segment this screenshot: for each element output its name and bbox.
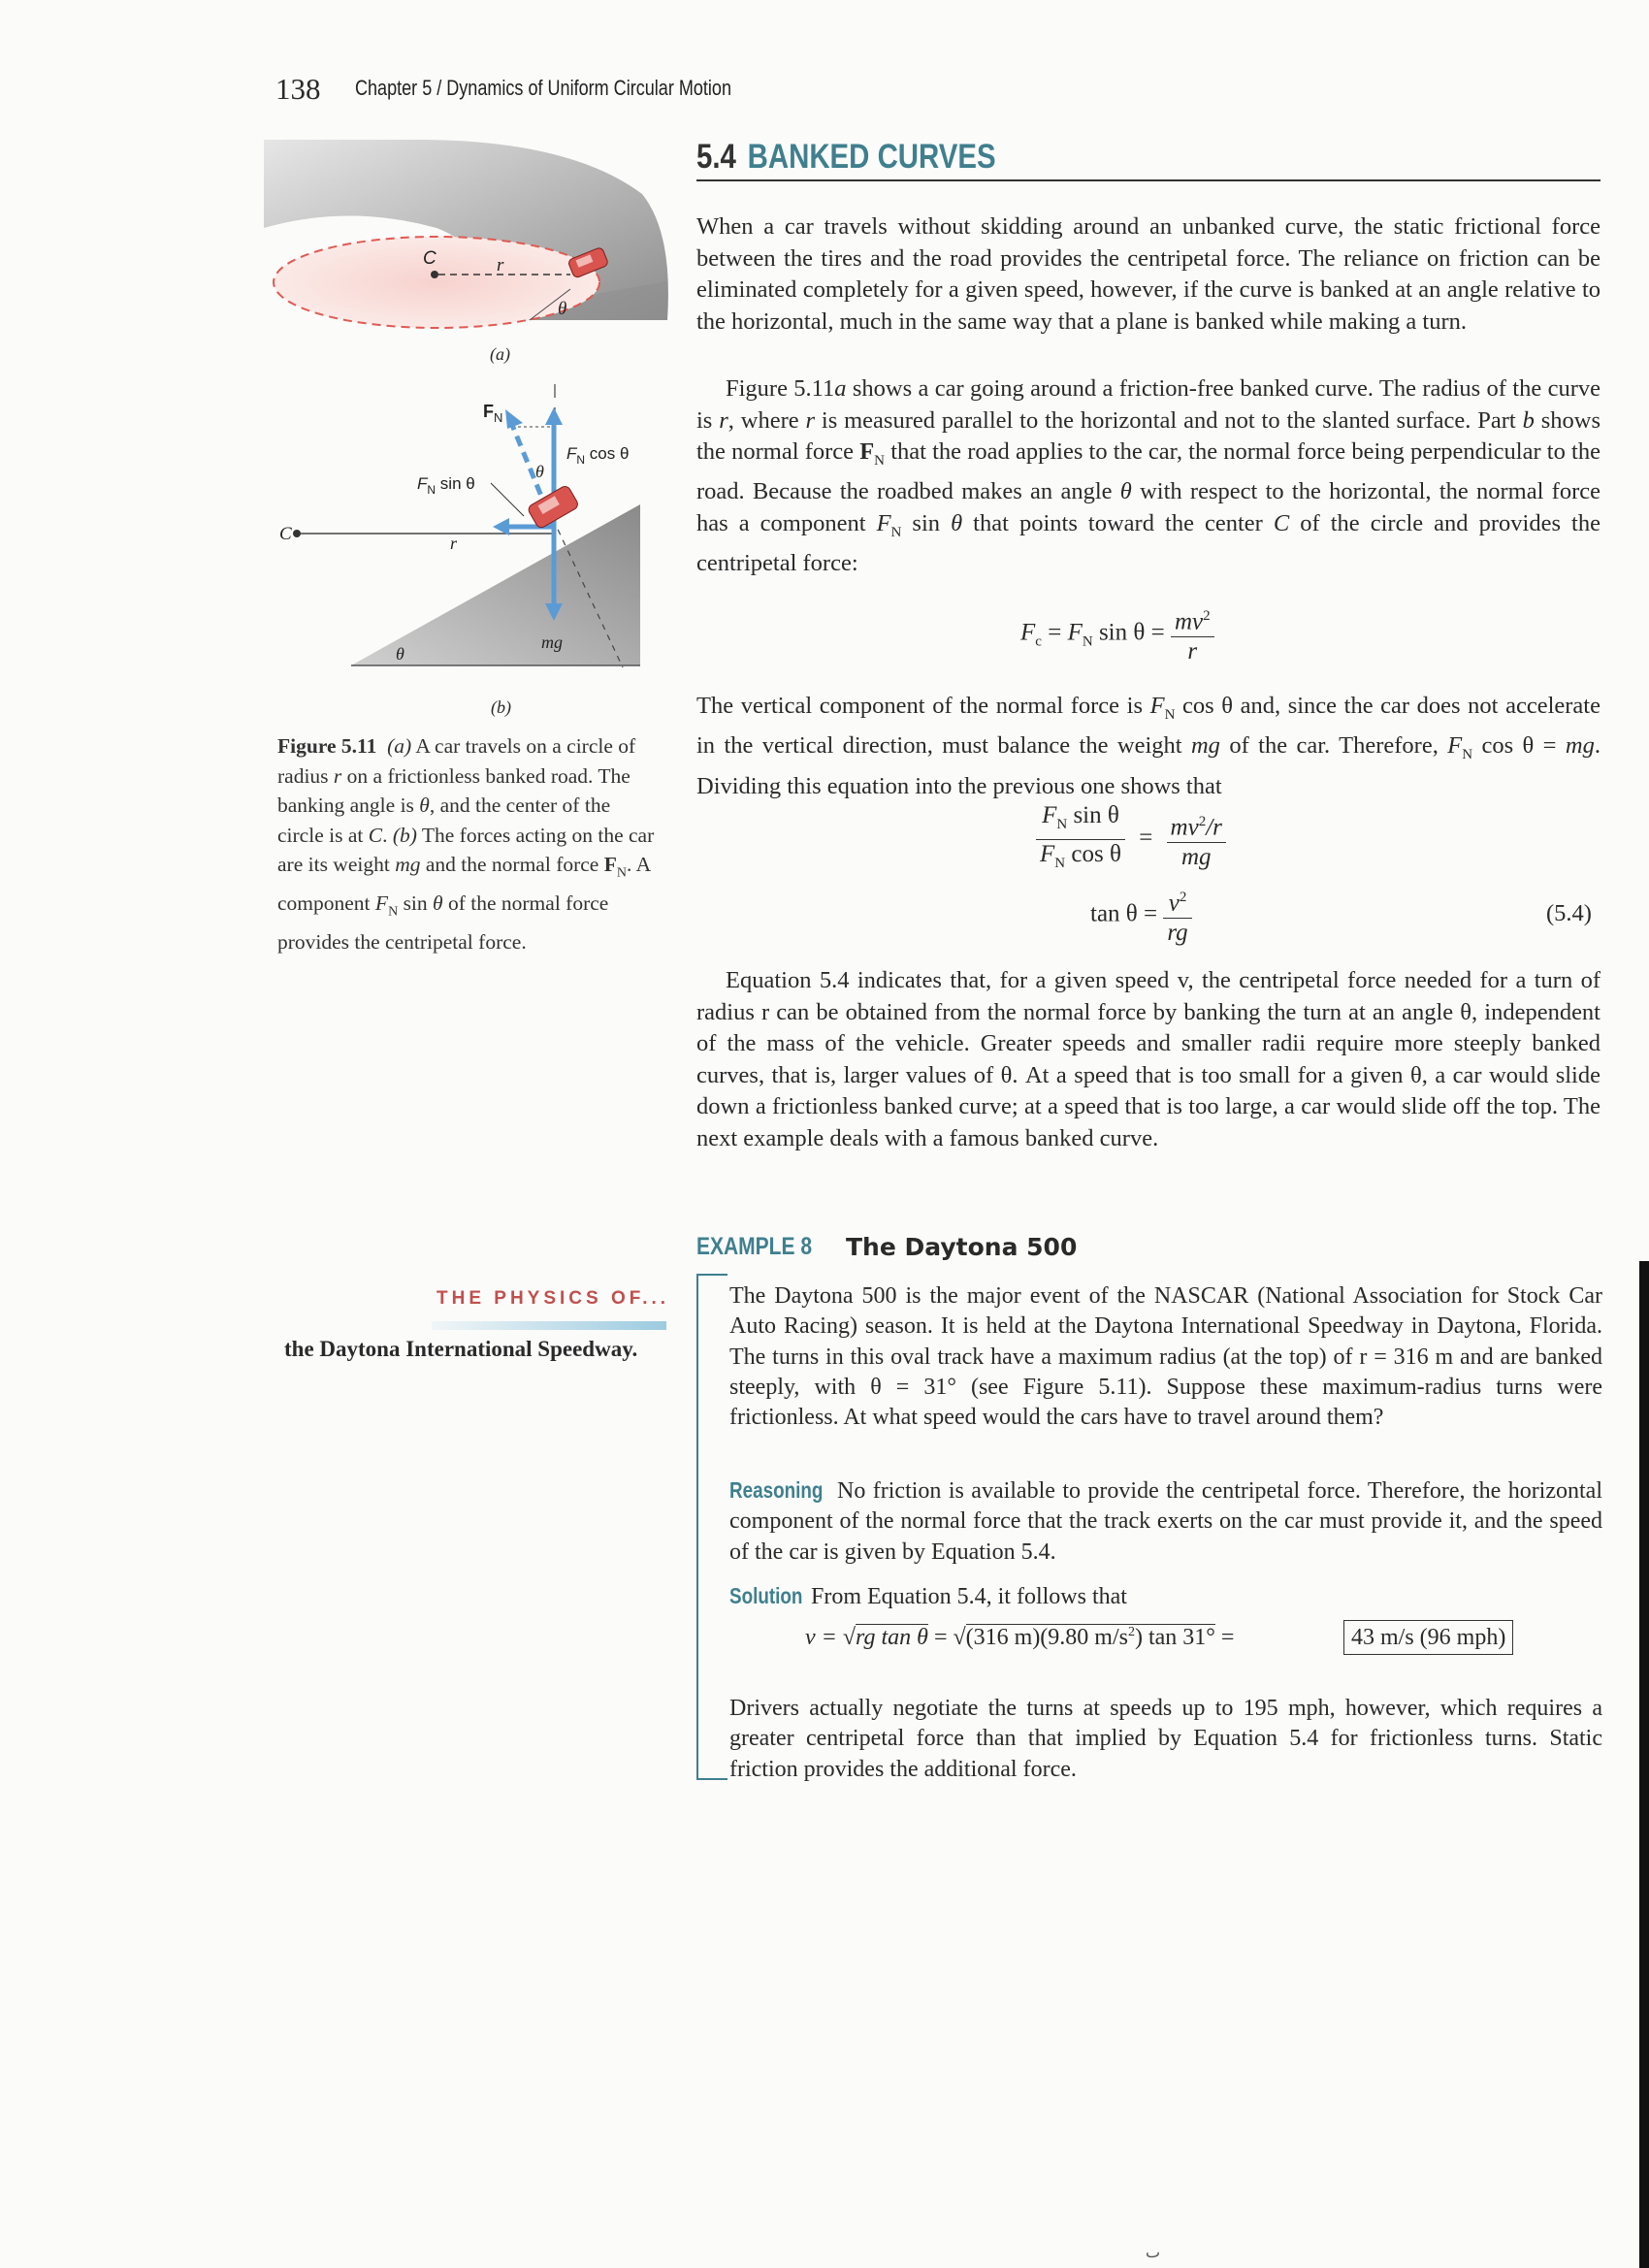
- equation-centripetal: $F_c = F_N$ sin θ = $\frac{mv^2}{r}$: [1020, 601, 1214, 666]
- label-r-a: r: [497, 255, 504, 275]
- equation-number: (5.4): [1546, 900, 1592, 926]
- example-reasoning: Reasoning No friction is available to provide the centripetal force. Therefore, the horizontal component of the normal force that the track exerts on the car must provide it, and the speed of the car is given by Equation 5.4.: [729, 1477, 1602, 1565]
- example-title: The Daytona 500: [846, 1233, 1078, 1261]
- answer-box: 43 m/s (96 mph): [1343, 1620, 1513, 1655]
- section-title: BANKED CURVES: [747, 138, 996, 176]
- example-problem: The Daytona 500 is the major event of the NASCAR (National Association for Stock Car Auto Racing) season. It is held at the Daytona International Speedway in Daytona, Florida. The turns in this oval track have a maximum radius (at the top) of r = 316 m and are banked steeply, with θ = 31° (see Figure 5.11). Suppose these maximum-radius turns were frictionless. At what speed would the cars have to travel around them?: [729, 1283, 1602, 1431]
- label-fn-cos: $F_N$ cos θ: [566, 444, 630, 467]
- example-bracket: [696, 1274, 728, 1780]
- figure-caption: Figure 5.11 (a) A car travels on a circle of radius r on a frictionless banked road. The banking angle is θ, and the center of the circle is at C. (b) The forces acting on the car are its weight mg and the normal force $F_N$. A component $F_N$ sin θ of the normal force provides the centripetal force.: [277, 734, 655, 954]
- example-heading: [696, 1233, 1078, 1261]
- label-theta-base: θ: [396, 644, 404, 664]
- physics-of-bar: [432, 1321, 666, 1330]
- figure-part-b-label: (b): [491, 697, 511, 717]
- paragraph-1: When a car travels without skidding around an unbanked curve, the static frictional force between the tires and the road provides the centripetal force. The reliance on friction can be eliminated completely for a given speed, however, if the curve is banked at an angle relative to the horizontal, much in the same way that a plane is banked while making a turn.: [696, 213, 1600, 335]
- example-solution: Solution From Equation 5.4, it follows that: [729, 1581, 1602, 1612]
- page-number: 138: [275, 72, 321, 106]
- paragraph-4: Equation 5.4 indicates that, for a given speed v, the centripetal force needed for a turn of radius r can be obtained from the normal force by banking the turn at an angle θ, independent of the mass of the vehicle. Greater speeds and smaller radii require more steeply banked curves, that is, larger values of θ. At a speed that is too small for a given θ, a car would slide down a frictionless banked curve; at a speed that is too large, a car would slide off the top. The next example deals with a famous banked curve.: [696, 967, 1600, 1151]
- scan-edge-shadow: [1639, 1261, 1649, 2268]
- section-heading: [696, 138, 996, 177]
- equation-ratio: $\frac{F_N \sin \theta}{F_N \cos \theta}$ = $\frac{mv^2/r}{mg}$: [1036, 801, 1226, 878]
- label-r-b: r: [450, 534, 458, 553]
- running-head: Chapter 5 / Dynamics of Uniform Circular Motion: [355, 76, 731, 100]
- center-point-a: [431, 271, 438, 278]
- label-fn-sin: $F_N$ sin θ: [417, 474, 475, 497]
- figure-5-11: [262, 136, 669, 679]
- circular-path: [274, 237, 599, 328]
- equation-5-4: tan θ = $\frac{v^2}{rg}$: [1090, 883, 1192, 948]
- figure-part-a-label: (a): [490, 344, 510, 364]
- center-point-b: [293, 530, 301, 537]
- solution-equation: v = √rg tan θ = √(316 m)(9.80 $m/s^2$) tan 31° =: [805, 1625, 1235, 1650]
- label-c-b: C: [279, 524, 292, 544]
- example-conclusion: Drivers actually negotiate the turns at speeds up to 195 mph, however, which requires a greater centripetal force than that implied by Equation 5.4 for frictionless turns. Static friction provides the additional force.: [729, 1696, 1602, 1782]
- section-number: 5.4: [696, 138, 736, 176]
- figure-part-a: [264, 140, 668, 328]
- reasoning-label: Reasoning: [729, 1477, 824, 1503]
- figure-part-b: [279, 384, 640, 667]
- paragraph-2: Figure 5.11a shows a car going around a friction-free banked curve. The radius of the curve is r, where r is measured parallel to the horizontal and not to the slanted surface. Part b shows the normal force $F_N$ that the road applies to the car, the normal force being perpendicular to the road. Because the roadbed makes an angle θ with respect to the horizontal, the normal force has a component $F_N$ sin θ that points toward the center C of the circle and provides the centripetal force:: [696, 375, 1601, 577]
- label-theta-b: θ: [535, 462, 544, 481]
- solution-label: Solution: [729, 1583, 803, 1608]
- label-c-a: C: [423, 248, 436, 269]
- stray-mark: ٮ: [1146, 2245, 1161, 2261]
- example-label: EXAMPLE 8: [696, 1233, 813, 1260]
- physics-of-label: THE PHYSICS OF...: [436, 1288, 670, 1309]
- label-fn: $F_N$: [483, 402, 503, 425]
- heading-rule: [696, 179, 1600, 181]
- bank-wedge: [351, 504, 640, 665]
- paragraph-3: The vertical component of the normal force is $F_N$ cos θ and, since the car does not accelerate in the vertical direction, must balance the weight mg of the car. Therefore, $F_N$ cos θ = mg. Dividing this equation into the previous one shows that: [696, 693, 1600, 799]
- physics-of-topic: the Daytona International Speedway.: [284, 1337, 638, 1361]
- label-theta-a: θ: [558, 299, 567, 319]
- label-mg: mg: [541, 632, 563, 652]
